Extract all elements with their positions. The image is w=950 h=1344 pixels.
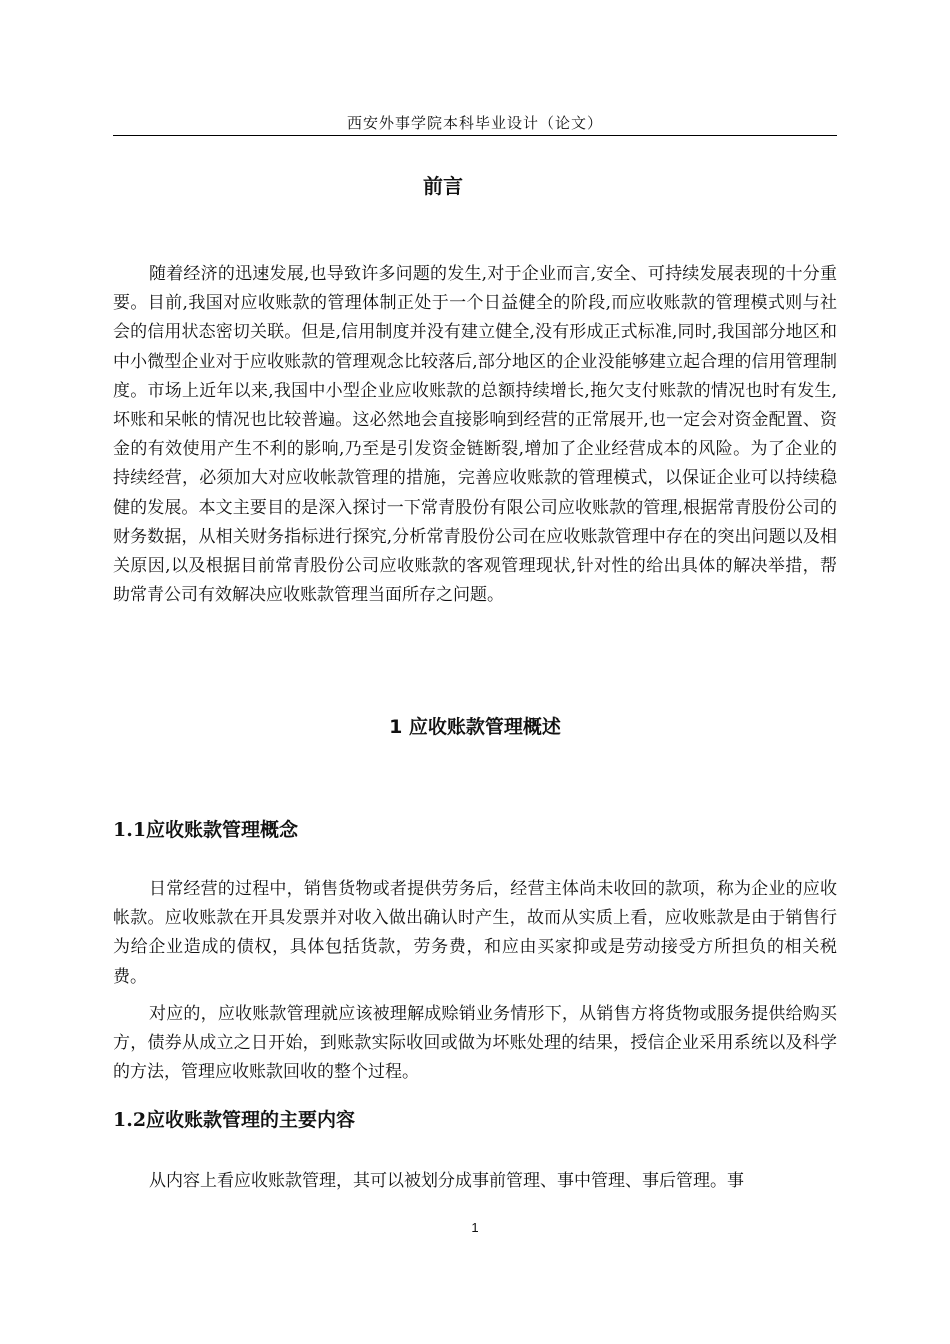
section-1-2-paragraph-1: 从内容上看应收账款管理，其可以被划分成事前管理、事中管理、事后管理。事 — [149, 1171, 744, 1191]
chapter-title: 1 应收账款管理概述 — [389, 716, 561, 738]
preface-paragraph: 随着经济的迅速发展,也导致许多问题的发生,对于企业而言,安全、可持续发展表现的十分重要。目前,我国对应收账款的管理体制正处于一个日益健全的阶段,而应收账款的管理模式则与社会的信用状态密切关联。但是,信用制度并没有建立健全,没有形成正式标准,同时,我国部分地区和中小微型企业对于应收账款的管理观念比较落后,部分地区的企业没能够建立起合理的信用管理制度。市场上近年以来,我国中小型企业应收账款的总额持续增长,拖欠支付账款的情况也时有发生,坏账和呆帐的情况也比较普遍。这必然地会直接影响到经营的正常展开,也一定会对资金配置、资金的有效使用产生不利的影响,乃至是引发资金链断裂,增加了企业经营成本的风险。为了企业的持续经营，必须加大对应收帐款管理的措施，完善应收账款的管理模式，以保证企业可以持续稳健的发展。本文主要目的是深入探讨一下常青股份有限公司应收账款的管理,根据常青股份公司的财务数据，从相关财务指标进行探究,分析常青股份公司在应收账款管理中存在的突出问题以及相关原因,以及根据目前常青股份公司应收账款的客观管理现状,针对性的给出具体的解决举措，帮助常青公司有效解决应收账款管理当面所存之问题。 — [113, 264, 837, 606]
section-heading-1-1: 1.1应收账款管理概念 — [113, 819, 299, 841]
page-number: 1 — [471, 1220, 479, 1235]
header-divider — [113, 135, 837, 136]
running-header: 西安外事学院本科毕业设计（论文） — [346, 114, 603, 132]
section-1-1-paragraph-1: 日常经营的过程中，销售货物或者提供劳务后，经营主体尚未收回的款项，称为企业的应收帐款。应收账款在开具发票并对收入做出确认时产生，故而从实质上看，应收账款是由于销售行为给企业造成的债权，具体包括货款，劳务费，和应由买家抑或是劳动接受方所担负的相关税费。 — [113, 879, 837, 987]
section-1-1-paragraph-2: 对应的，应收账款管理就应该被理解成赊销业务情形下，从销售方将货物或服务提供给购买方，债券从成立之日开始，到账款实际收回或做为坏账处理的结果，授信企业采用系统以及科学的方法，管理应收账款回收的整个过程。 — [113, 1004, 837, 1083]
section-heading-1-2: 1.2应收账款管理的主要内容 — [113, 1109, 356, 1131]
preface-title: 前言 — [423, 174, 463, 198]
